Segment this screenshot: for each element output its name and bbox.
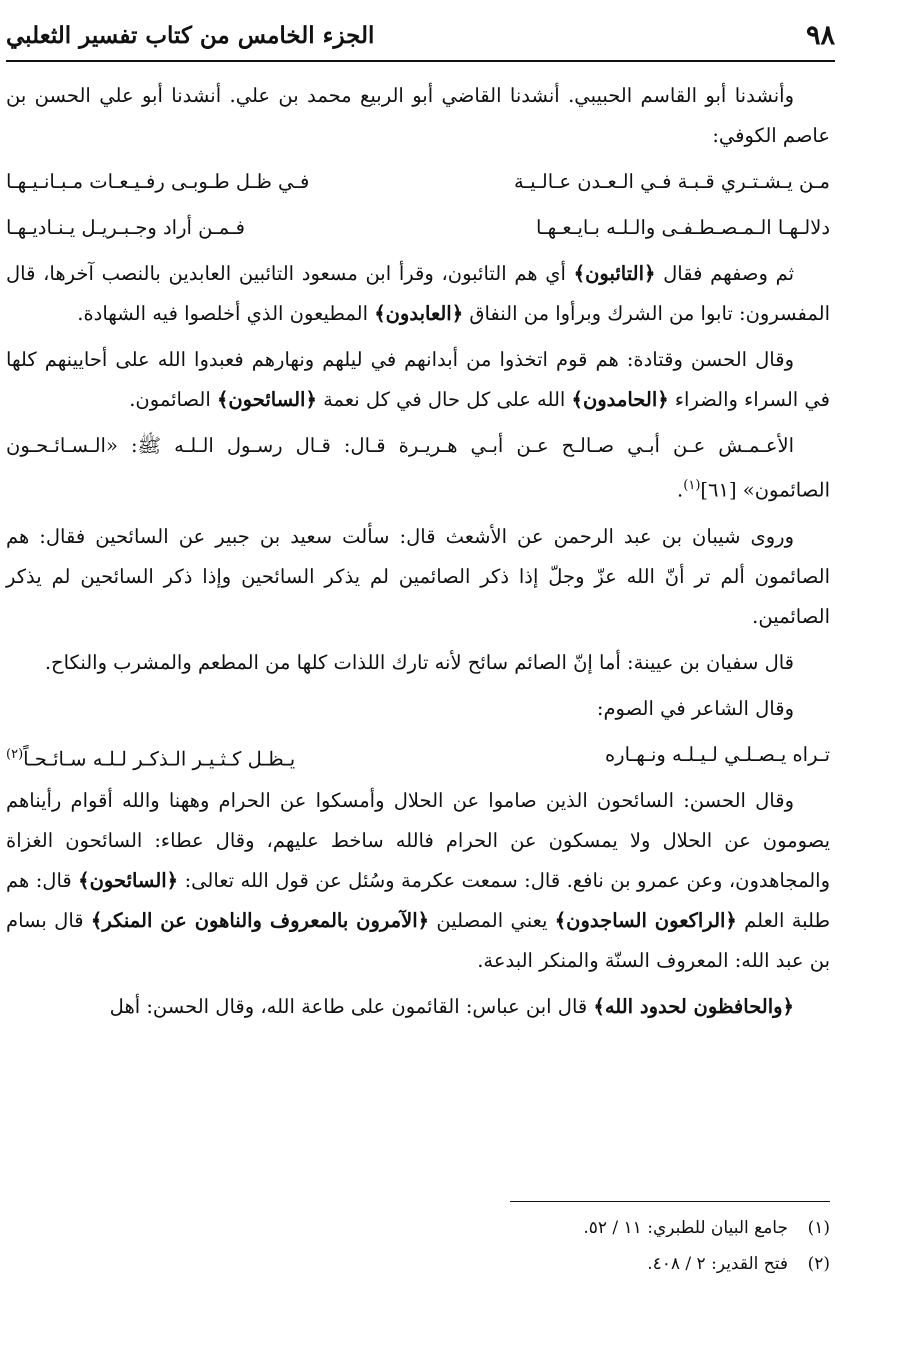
paragraph-6: قال سفيان بن عيينة: أما إنّ الصائم سائح لأنه تارك اللذات كلها من المطعم والمشرب والنكاح. — [44, 650, 794, 674]
quran-term: ﴿السائحون﴾ — [78, 868, 179, 892]
page-header — [6, 18, 835, 62]
text-run: وقال الحسن: السائحون الذين صاموا عن الحلال وأمسكوا عن الحرام وههنا والله أقوام رأيناهم يصومون عن الحلال ولا يمسكون عن الحرام فالله ساخط عليهم، وقال عطاء: السائحون الغزاة والمجاهدون، وعن عمرو بن نافع. قال: سمعت عكرمة وسُئل عن قول الله تعالى: — [6, 788, 830, 892]
text-run: ثم وصفهم فقال — [655, 262, 795, 285]
quran-term: ﴿الحامدون﴾ — [571, 388, 669, 411]
paragraph-4 — [6, 426, 830, 511]
text-run: . — [677, 478, 684, 502]
text-run: يعني المصلين — [429, 908, 555, 932]
text-run: يـظـل كـثـيـر الـذكـر لـلـه سـائـحـاً — [23, 747, 296, 770]
verse-line-3 — [6, 735, 830, 775]
footnote-ref-2[interactable]: (٢) — [6, 746, 24, 762]
verse-1-first-hemistich: مـن يـشـتـري قـبـة فـي الـعـدن عـالـيـة — [514, 170, 830, 193]
text-run: الصائمون. — [129, 388, 217, 411]
footnote-2 — [230, 1246, 830, 1282]
verse-3-second-hemistich — [6, 735, 402, 775]
footnote-ref-1[interactable]: (١) — [683, 478, 701, 493]
footnotes — [230, 1210, 830, 1282]
text-run: وقال الحسن وقتادة: هم قوم اتخذوا من أبدانهم في ليلهم ونهارهم فعبدوا الله على أحايينهم كلها في السراء والضراء — [6, 348, 830, 411]
text-run: الأعـمـش عـن أبـي صـالـح عـن أبـي هـريـرة قـال: قـال رسـول الـلـه ﷺ: «الـسـائـحـون الصائمون» [٦١] — [6, 434, 830, 502]
quran-term: ﴿الآمرون بالمعروف والناهون عن المنكر﴾ — [90, 908, 430, 932]
page-number: ٩٨ — [805, 20, 835, 51]
paragraph-1: وأنشدنا أبو القاسم الحبيبي. أنشدنا القاضي أبو الربيع محمد بن علي. أنشدنا أبو علي الحسن بن عاصم الكوفي: — [6, 84, 830, 147]
body-text — [6, 76, 830, 1033]
text-run: أي هم التائبون، وقرأ ابن مسعود التائبين العابدين بالنصب آخرها، قال المفسرون: تابوا من الشرك وبرأوا من النفاق — [6, 262, 830, 325]
footnote-text: فتح القدير: ٢ / ٤٠٨. — [647, 1254, 788, 1274]
paragraph-2 — [6, 254, 830, 334]
verse-1-second-hemistich: فـي ظـل طـوبـى رفـيـعـات مـبـانـيـهـا — [6, 170, 310, 193]
text-run: قال ابن عباس: القائمون على طاعة الله، وقال الحسن: أهل — [109, 994, 594, 1018]
text-run: قال بسام بن عبد الله: المعروف السنّة والمنكر البدعة. — [6, 908, 830, 972]
quran-term: ﴿السائحون﴾ — [216, 388, 317, 411]
text-run: المطيعون الذي أخلصوا فيه الشهادة. — [77, 302, 375, 325]
verse-line-2 — [6, 208, 830, 248]
footnote-1 — [230, 1210, 830, 1246]
quran-term: ﴿العابدون﴾ — [374, 302, 464, 325]
quran-term: ﴿الراكعون الساجدون﴾ — [554, 908, 737, 932]
footnote-number: (٢) — [807, 1254, 830, 1274]
quran-term: ﴿التائبون﴾ — [573, 262, 656, 285]
text-run: قال: هم طلبة العلم — [6, 868, 831, 932]
text-run: الله على كل حال في كل نعمة — [316, 388, 572, 411]
paragraph-7: وقال الشاعر في الصوم: — [596, 696, 794, 720]
paragraph-9 — [6, 987, 830, 1027]
running-head: الجزء الخامس من كتاب تفسير الثعلبي — [6, 22, 375, 49]
quran-term: ﴿والحافظون لحدود الله﴾ — [593, 994, 794, 1018]
verse-2-first-hemistich: دلالـهـا الـمـصـطـفـى والـلـه بـايـعـهـا — [535, 216, 830, 239]
paragraph-5: وروى شيبان بن عبد الرحمن عن الأشعث قال: سألت سعيد بن جبير عن السائحين فقال: هم الصائمون ألم تر أنّ الله عزّ وجلّ إذا ذكر الصائمين لم يذكر السائحين وإذا ذكر السائحين لم يذكر الصائمين. — [6, 524, 830, 628]
footnote-divider — [510, 1201, 830, 1202]
footnote-text: جامع البيان للطبري: ١١ / ٥٢. — [583, 1218, 788, 1238]
paragraph-3 — [6, 340, 830, 420]
verse-line-1 — [6, 162, 830, 202]
footnote-number: (١) — [807, 1218, 830, 1238]
verse-2-second-hemistich: فـمـن أراد وجـبـريـل يـنـاديـهـا — [6, 216, 245, 239]
verse-3-first-hemistich: تـراه يـصـلـي لـيـلـه ونـهـاره — [604, 742, 830, 766]
paragraph-8 — [6, 781, 830, 981]
